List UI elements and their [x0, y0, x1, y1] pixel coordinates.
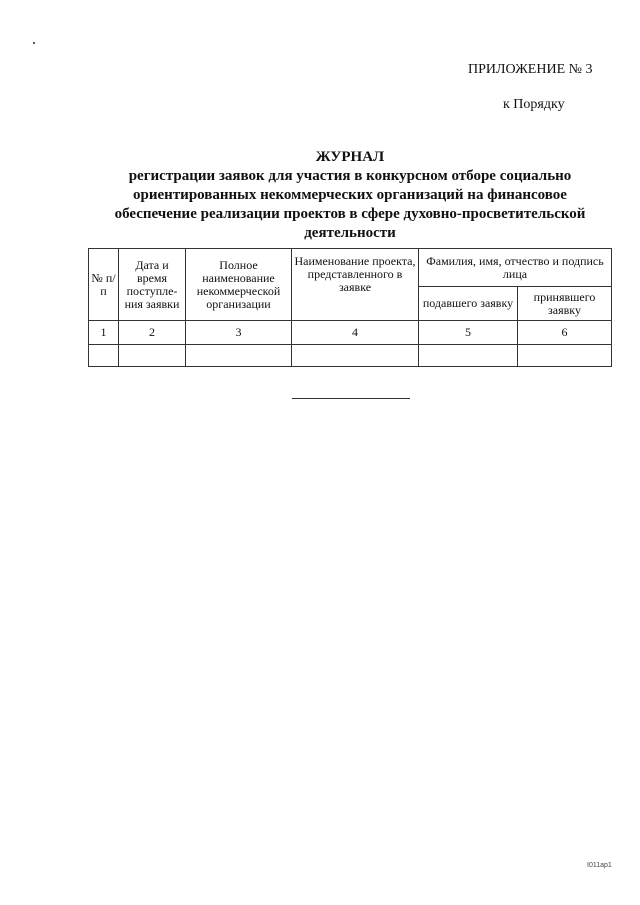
subtitle-line: ориентированных некоммерческих организаций на финансовое — [133, 187, 567, 203]
header-number: № п/п — [89, 249, 119, 321]
header-person-group: Фамилия, имя, отчество и подпись лица — [419, 249, 612, 287]
order-reference: к Порядку — [503, 97, 565, 112]
registration-journal-table — [88, 248, 612, 367]
empty-cell — [119, 345, 186, 367]
table-row — [89, 345, 612, 367]
empty-cell — [186, 345, 292, 367]
column-number: 5 — [419, 321, 518, 345]
column-number: 1 — [89, 321, 119, 345]
subtitle-line: деятельности — [304, 225, 396, 241]
header-project-name: Наименование проекта, представленного в заявке — [292, 249, 419, 321]
header-date-time: Дата и время поступле-ния заявки — [119, 249, 186, 321]
title-main: ЖУРНАЛ — [315, 149, 385, 165]
header-receiver: принявшего заявку — [518, 287, 612, 321]
empty-cell — [89, 345, 119, 367]
scan-speck — [33, 42, 35, 44]
column-number: 4 — [292, 321, 419, 345]
document-title — [60, 148, 640, 243]
column-number: 2 — [119, 321, 186, 345]
empty-cell — [292, 345, 419, 367]
appendix-label: ПРИЛОЖЕНИЕ № 3 — [468, 62, 593, 77]
subtitle-line: регистрации заявок для участия в конкурсном отборе социально — [128, 168, 572, 184]
column-number: 6 — [518, 321, 612, 345]
footer-code: I011ap1 — [587, 862, 612, 869]
empty-cell — [419, 345, 518, 367]
empty-cell — [518, 345, 612, 367]
closing-rule — [292, 398, 410, 399]
column-number: 3 — [186, 321, 292, 345]
header-submitter: подавшего заявку — [419, 287, 518, 321]
header-org-name: Полное наименование некоммерческой организации — [186, 249, 292, 321]
subtitle-line: обеспечение реализации проектов в сфере духовно-просветительской — [114, 206, 586, 222]
